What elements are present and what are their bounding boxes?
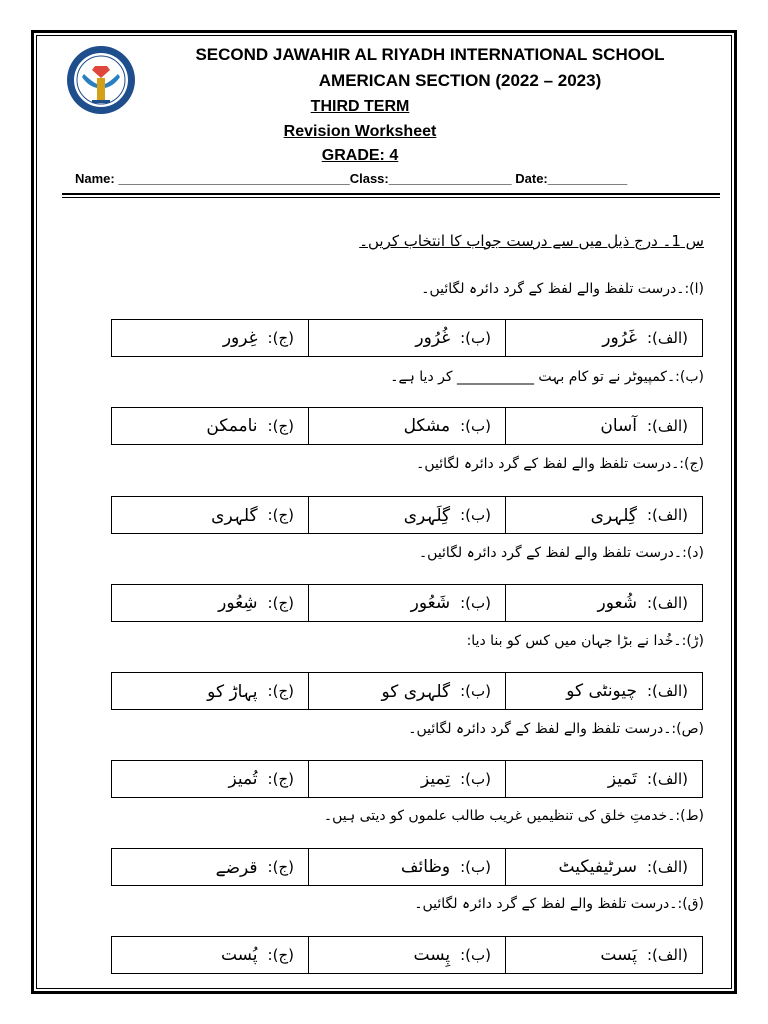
option-text: پہاڑ کو (207, 681, 258, 702)
option-cell[interactable] (505, 849, 702, 885)
school-logo-icon (62, 44, 140, 116)
option-cell[interactable] (308, 585, 505, 621)
name-class-date-line: Name: ________________________________Class:_________________ Date:___________ (75, 171, 628, 186)
option-text: پَست (600, 945, 637, 965)
option-cell[interactable] (308, 849, 505, 885)
option-text: پِست (413, 945, 451, 965)
question-prompt: (ڑ):۔خُدا نے بڑا جہان میں کس کو بنا دیا: (466, 633, 704, 649)
option-cell[interactable] (308, 761, 505, 797)
option-label: (الف): (646, 594, 688, 612)
option-label: (ب): (460, 506, 491, 524)
option-cell[interactable] (505, 320, 702, 356)
question-prompt: (ط):۔خدمتِ خلق کی تنظیمیں غریب طالب علموں کو دیتی ہیں۔ (323, 808, 704, 824)
option-cell[interactable] (505, 497, 702, 533)
option-text: آسان (600, 416, 637, 436)
option-cell[interactable] (112, 673, 308, 709)
option-cell[interactable] (308, 408, 505, 444)
question-prompt: (ب):۔کمپیوٹر نے تو کام بہت ___________ کر دیا ہے۔ (390, 369, 704, 385)
option-cell[interactable] (112, 937, 308, 973)
option-text: سرٹیفیکیٹ (558, 857, 637, 877)
divider (62, 197, 720, 198)
option-cell[interactable] (308, 937, 505, 973)
option-text: غِرور (222, 328, 258, 348)
option-label: (الف): (646, 770, 688, 788)
question-prompt: (ج):۔درست تلفظ والے لفظ کے گرد دائرہ لگائیں۔ (416, 456, 704, 472)
option-label: (ب): (460, 946, 491, 964)
option-text: غَرُور (602, 328, 637, 348)
instruction-text: س 1۔ درج ذیل میں سے درست جواب کا انتخاب کریں۔ (359, 232, 704, 250)
option-label: (الف): (646, 417, 688, 435)
option-cell[interactable] (112, 497, 308, 533)
option-cell[interactable] (505, 585, 702, 621)
option-cell[interactable] (505, 408, 702, 444)
options-row (111, 672, 703, 710)
option-text: قرضے (215, 857, 258, 878)
question-prompt: (ص):۔درست تلفظ والے لفظ کے گرد دائرہ لگائیں۔ (408, 721, 704, 737)
option-label: (ج): (267, 506, 294, 524)
option-label: (ج): (267, 770, 294, 788)
option-label: (الف): (646, 858, 688, 876)
options-row (111, 319, 703, 357)
option-label: (ب): (460, 329, 491, 347)
option-label: (ب): (460, 858, 491, 876)
option-label: (ج): (267, 594, 294, 612)
option-text: مشکل (403, 416, 451, 436)
option-label: (الف): (646, 506, 688, 524)
option-label: (ج): (267, 682, 294, 700)
option-text: شُعور (597, 593, 637, 613)
question-prompt: (ق):۔درست تلفظ والے لفظ کے گرد دائرہ لگائیں۔ (414, 896, 704, 912)
term-title: THIRD TERM (310, 98, 410, 115)
grade-title: GRADE: 4 (321, 147, 399, 164)
instruction (359, 232, 704, 250)
option-text: تِمیز (421, 769, 451, 789)
option-text: گِلہری (590, 505, 637, 526)
option-label: (الف): (646, 329, 688, 347)
option-label: (ب): (460, 594, 491, 612)
options-row (111, 936, 703, 974)
option-cell[interactable] (112, 320, 308, 356)
option-text: گلہری (211, 505, 258, 526)
option-label: (ج): (267, 329, 294, 347)
option-cell[interactable] (308, 497, 505, 533)
question-prompt: (د):۔درست تلفظ والے لفظ کے گرد دائرہ لگائیں۔ (418, 545, 704, 561)
option-cell[interactable] (112, 761, 308, 797)
option-cell[interactable] (505, 673, 702, 709)
options-row (111, 848, 703, 886)
option-label: (ج): (267, 417, 294, 435)
divider (62, 193, 720, 195)
option-label: (ب): (460, 770, 491, 788)
option-text: شِعُور (218, 593, 258, 613)
option-label: (الف): (646, 682, 688, 700)
option-cell[interactable] (308, 673, 505, 709)
option-text: ناممکن (206, 416, 258, 436)
option-cell[interactable] (112, 849, 308, 885)
options-row (111, 584, 703, 622)
school-name: SECOND JAWAHIR AL RIYADH INTERNATIONAL SCHOOL (195, 45, 665, 64)
option-text: وظائف (400, 857, 451, 877)
option-text: گِلَہری (403, 505, 451, 526)
options-row (111, 407, 703, 445)
question-prompt: (ا):۔درست تلفظ والے لفظ کے گرد دائرہ لگائیں۔ (421, 281, 704, 297)
option-label: (ب): (460, 417, 491, 435)
option-label: (ج): (267, 946, 294, 964)
section-title: AMERICAN SECTION (2022 – 2023) (318, 71, 602, 90)
option-label: (ج): (267, 858, 294, 876)
options-row (111, 760, 703, 798)
option-text: تَمیز (607, 769, 637, 789)
option-cell[interactable] (112, 585, 308, 621)
option-label: (الف): (646, 946, 688, 964)
option-cell[interactable] (112, 408, 308, 444)
option-text: غُرُور (415, 328, 451, 348)
option-text: تُمیز (228, 769, 258, 789)
option-cell[interactable] (505, 937, 702, 973)
option-text: گلہری کو (381, 681, 451, 702)
option-text: پُست (220, 945, 258, 965)
option-cell[interactable] (308, 320, 505, 356)
option-label: (ب): (460, 682, 491, 700)
worksheet-title: Revision Worksheet (283, 123, 437, 140)
option-text: چیونٹی کو (566, 681, 637, 701)
option-cell[interactable] (505, 761, 702, 797)
options-row (111, 496, 703, 534)
option-text: شَعُور (410, 593, 451, 613)
